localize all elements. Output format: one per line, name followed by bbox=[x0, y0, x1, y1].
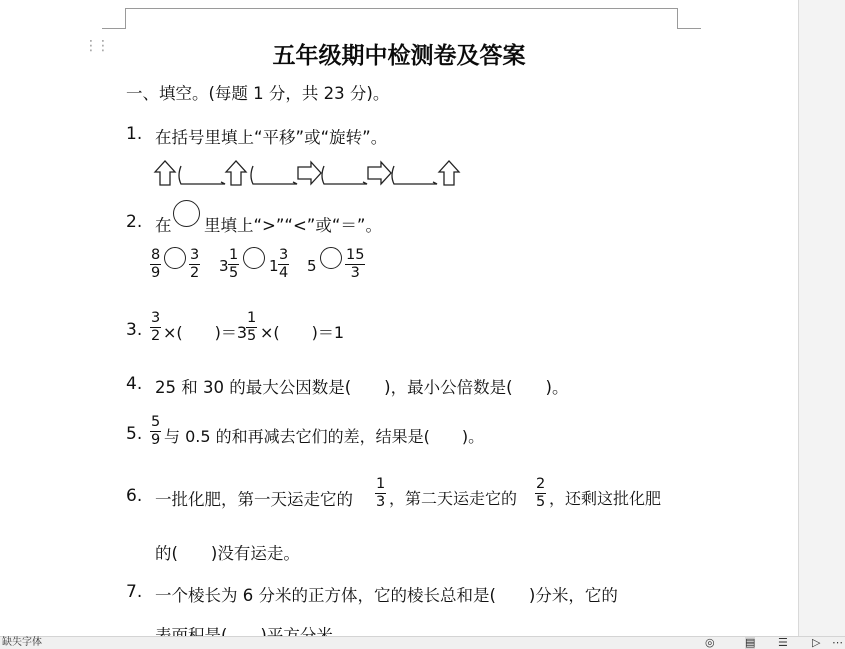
outline-view-icon[interactable]: ☰ bbox=[778, 636, 788, 649]
fraction-3-2-q3 bbox=[150, 310, 161, 345]
question-3-part1: ×( )＝3 bbox=[163, 323, 248, 342]
denominator: 5 bbox=[229, 265, 239, 281]
crop-mark-right bbox=[677, 28, 701, 29]
fraction-8-9 bbox=[150, 247, 161, 282]
arrow-figures bbox=[153, 158, 465, 188]
numerator: 1 bbox=[229, 247, 239, 263]
question-3-part2: ×( )＝1 bbox=[260, 323, 345, 342]
denominator: 5 bbox=[247, 328, 257, 344]
denominator: 9 bbox=[151, 432, 161, 448]
question-6-part3: ，还剩这批化肥 bbox=[549, 489, 662, 508]
bracket-blank-2 bbox=[251, 166, 297, 184]
numerator: 5 bbox=[151, 414, 161, 430]
comparison-circle-b[interactable] bbox=[243, 247, 265, 269]
right-gutter bbox=[798, 0, 845, 648]
numerator: 1 bbox=[247, 310, 257, 326]
fraction-1-5-q3 bbox=[246, 310, 257, 345]
missing-font-label[interactable]: 缺失字体 bbox=[2, 637, 42, 648]
crop-mark-right-vertical bbox=[677, 8, 678, 29]
fraction-3-2 bbox=[189, 247, 200, 282]
numerator: 3 bbox=[190, 247, 200, 263]
bracket-blank-1 bbox=[179, 166, 225, 184]
denominator: 3 bbox=[376, 494, 386, 510]
mixed-whole-3: 3 bbox=[219, 257, 229, 275]
crop-mark-left bbox=[102, 28, 126, 29]
question-number-4: 4. bbox=[126, 374, 143, 394]
denominator: 5 bbox=[536, 494, 546, 510]
bracket-blank-4 bbox=[392, 166, 437, 184]
numerator: 2 bbox=[536, 476, 546, 492]
question-number-6: 6. bbox=[126, 486, 143, 506]
denominator: 2 bbox=[151, 328, 161, 344]
comparison-circle-c[interactable] bbox=[320, 247, 342, 269]
denominator: 4 bbox=[279, 265, 289, 281]
move-handle-icon[interactable]: ⋮⋮ bbox=[84, 38, 108, 54]
numerator: 8 bbox=[151, 247, 161, 263]
question-7-line1: 一个棱长为 6 分米的正方体，它的棱长总和是( )分米，它的 bbox=[155, 586, 618, 605]
status-bar bbox=[0, 636, 845, 649]
fraction-1-3 bbox=[375, 476, 386, 511]
mixed-whole-1: 1 bbox=[269, 257, 279, 275]
fraction-1-5 bbox=[228, 247, 239, 282]
fraction-5-9 bbox=[150, 414, 161, 449]
question-5-text: 与 0.5 的和再减去它们的差，结果是( )。 bbox=[164, 427, 485, 446]
up-arrow-icon bbox=[439, 161, 459, 185]
question-number-3: 3. bbox=[126, 320, 143, 340]
question-2-text-pre: 在 bbox=[155, 216, 172, 235]
numerator: 1 bbox=[376, 476, 386, 492]
question-2-text-post: 里填上“>”“<”或“＝”。 bbox=[204, 216, 382, 235]
up-arrow-icon bbox=[155, 161, 175, 185]
question-number-1: 1. bbox=[126, 124, 143, 144]
question-6-part2: ，第二天运走它的 bbox=[389, 489, 518, 508]
crop-mark-left-vertical bbox=[125, 8, 126, 29]
fraction-2-5 bbox=[535, 476, 546, 511]
question-number-2: 2. bbox=[126, 212, 143, 232]
right-arrow-icon bbox=[368, 162, 391, 184]
right-arrow-icon bbox=[298, 162, 321, 184]
number-5: 5 bbox=[307, 257, 317, 275]
document-title: 五年级期中检测卷及答案 bbox=[272, 43, 526, 69]
question-1-text: 在括号里填上“平移”或“旋转”。 bbox=[155, 128, 388, 147]
section-heading: 一、填空。(每题 1 分，共 23 分)。 bbox=[126, 84, 390, 103]
question-4-text: 25 和 30 的最大公因数是( )，最小公倍数是( )。 bbox=[155, 378, 569, 397]
numerator: 15 bbox=[346, 247, 365, 263]
denominator: 3 bbox=[350, 265, 360, 281]
up-arrow-icon bbox=[226, 161, 246, 185]
numerator: 3 bbox=[279, 247, 289, 263]
comparison-circle-a[interactable] bbox=[164, 247, 186, 269]
eye-protection-icon[interactable]: ◎ bbox=[705, 636, 715, 649]
more-icon[interactable]: ⋯ bbox=[832, 636, 843, 649]
bracket-blank-3 bbox=[322, 166, 367, 184]
fraction-15-3 bbox=[345, 247, 365, 282]
crop-mark-top bbox=[125, 8, 678, 9]
numerator: 3 bbox=[151, 310, 161, 326]
page-view-icon[interactable]: ▤ bbox=[745, 636, 756, 649]
denominator: 9 bbox=[151, 265, 161, 281]
question-number-5: 5. bbox=[126, 424, 143, 444]
comparison-circle-icon bbox=[173, 200, 200, 227]
question-6-line2: 的( )没有运走。 bbox=[155, 544, 300, 563]
play-icon[interactable]: ▷ bbox=[812, 636, 821, 649]
question-number-7: 7. bbox=[126, 582, 143, 602]
fraction-3-4 bbox=[278, 247, 289, 282]
question-6-part1: 一批化肥，第一天运走它的 bbox=[155, 490, 353, 509]
denominator: 2 bbox=[190, 265, 200, 281]
